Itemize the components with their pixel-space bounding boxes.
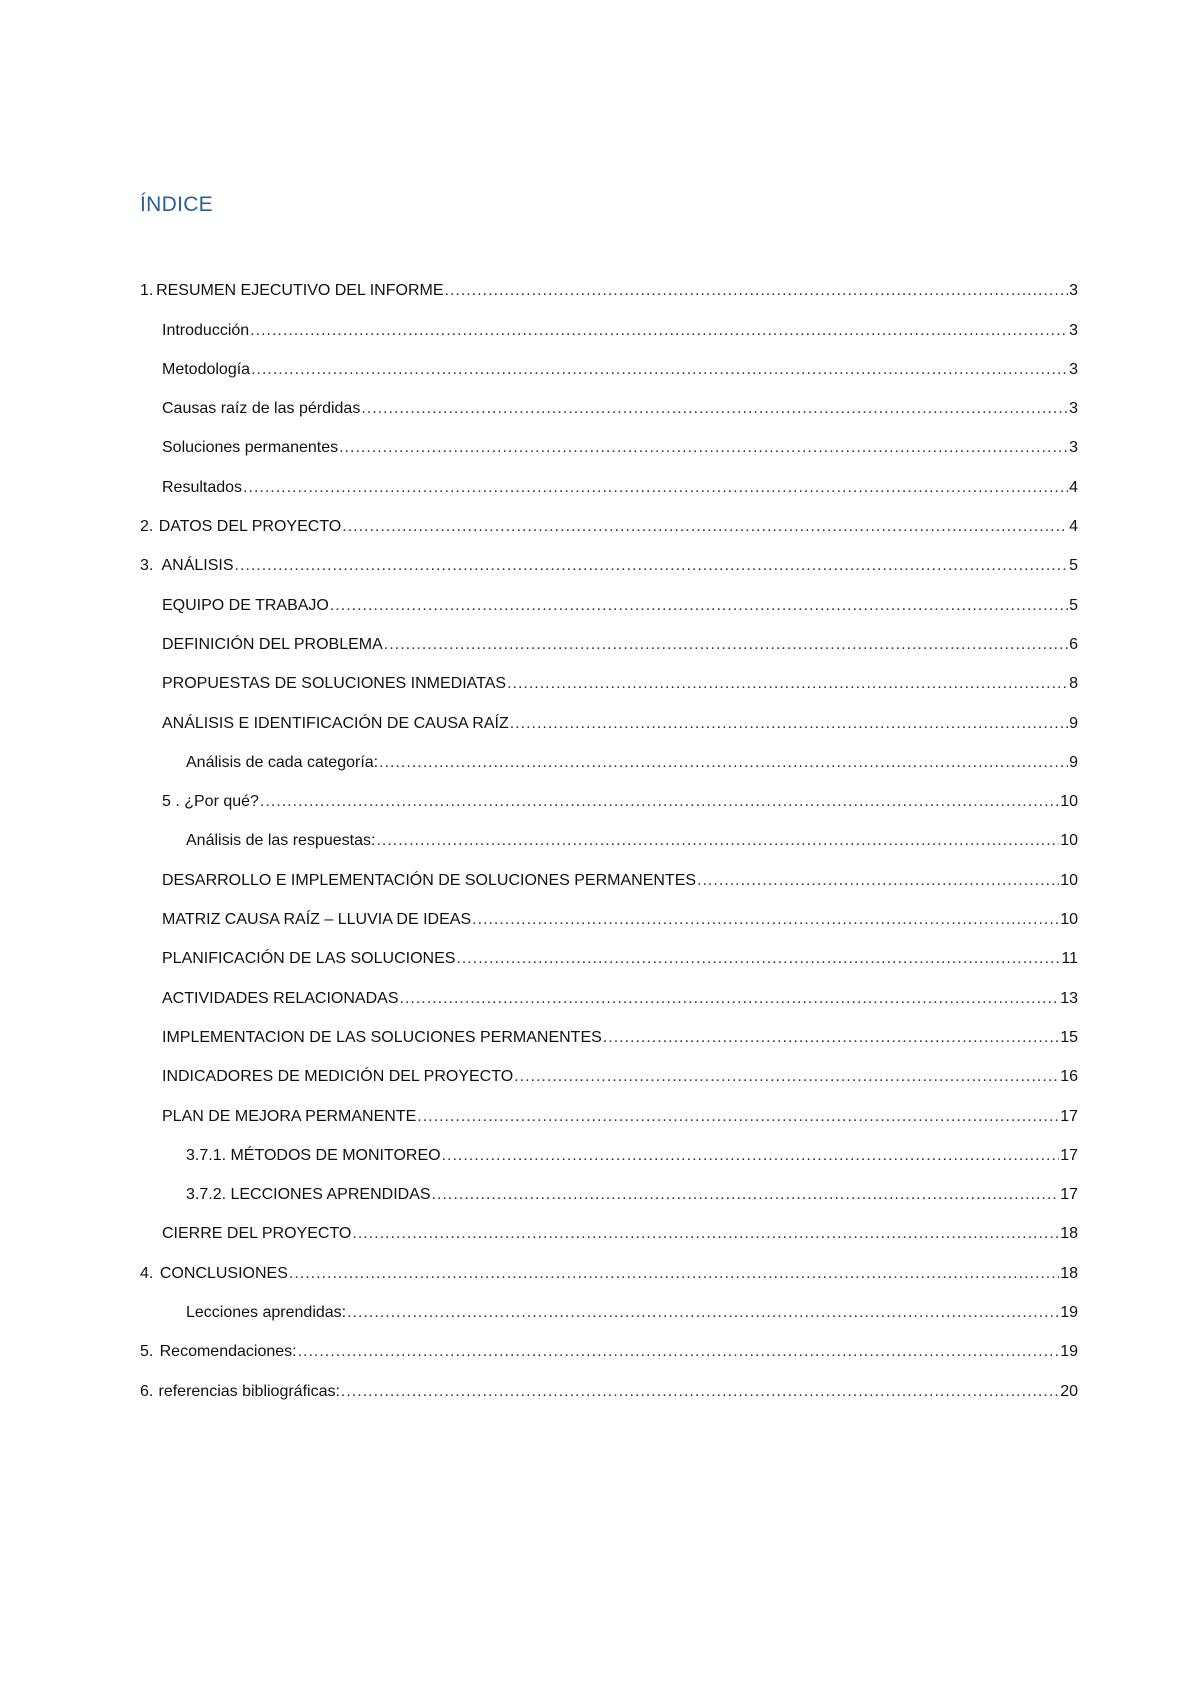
toc-entry[interactable] — [140, 262, 1078, 301]
toc-entry[interactable] — [140, 616, 1078, 655]
toc-entry[interactable] — [140, 734, 1078, 773]
toc-entry-label[interactable]: PLAN DE MEJORA PERMANENTE — [162, 1107, 417, 1125]
toc-entry[interactable] — [140, 301, 1078, 340]
toc-entry-page-number[interactable]: 3 — [1069, 439, 1078, 457]
toc-entry[interactable] — [140, 773, 1078, 812]
toc-entry-label[interactable]: IMPLEMENTACION DE LAS SOLUCIONES PERMANENTES — [162, 1028, 602, 1046]
dot-leader — [697, 871, 1059, 891]
toc-entry-label[interactable]: ANÁLISIS — [161, 557, 234, 575]
toc-entry-label[interactable]: Resultados — [162, 478, 243, 496]
toc-entry[interactable] — [140, 458, 1078, 497]
table-of-contents — [140, 262, 1078, 1402]
dot-leader — [251, 360, 1068, 380]
toc-entry-label[interactable]: RESUMEN EJECUTIVO DEL INFORME — [156, 282, 444, 300]
toc-entry-page-number[interactable]: 9 — [1069, 714, 1078, 732]
toc-entry-label[interactable]: Introducción — [162, 321, 250, 339]
dot-leader — [456, 949, 1060, 969]
toc-entry[interactable] — [140, 1244, 1078, 1283]
toc-entry-label[interactable]: INDICADORES DE MEDICIÓN DEL PROYECTO — [162, 1068, 514, 1086]
toc-entry-page-number[interactable]: 4 — [1069, 478, 1078, 496]
dot-leader — [472, 910, 1059, 930]
toc-entry[interactable] — [140, 498, 1078, 537]
toc-entry-label[interactable]: EQUIPO DE TRABAJO — [162, 596, 329, 614]
toc-entry-page-number[interactable]: 3 — [1069, 321, 1078, 339]
toc-entry-page-number[interactable]: 15 — [1060, 1028, 1078, 1046]
dot-leader — [384, 635, 1068, 655]
toc-entry-page-number[interactable]: 6 — [1069, 635, 1078, 653]
toc-entry[interactable] — [140, 655, 1078, 694]
toc-title: ÍNDICE — [140, 193, 213, 216]
toc-entry[interactable] — [140, 812, 1078, 851]
toc-entry-label[interactable]: ACTIVIDADES RELACIONADAS — [162, 989, 399, 1007]
toc-entry-label[interactable]: DATOS DEL PROYECTO — [158, 518, 342, 536]
dot-leader — [298, 1342, 1060, 1362]
toc-entry-number: 4. — [140, 1264, 154, 1282]
dot-leader — [445, 281, 1069, 301]
toc-entry-label[interactable]: Lecciones aprendidas: — [186, 1304, 347, 1322]
toc-entry[interactable] — [140, 341, 1078, 380]
toc-entry-number: 5. — [140, 1343, 154, 1361]
toc-entry-page-number[interactable]: 18 — [1060, 1264, 1078, 1282]
toc-entry-label[interactable]: MATRIZ CAUSA RAÍZ – LLUVIA DE IDEAS — [162, 911, 472, 929]
dot-leader — [514, 1067, 1059, 1087]
toc-entry-page-number[interactable]: 19 — [1060, 1343, 1078, 1361]
toc-entry-number: 2. — [140, 518, 154, 536]
toc-entry-page-number[interactable]: 17 — [1060, 1186, 1078, 1204]
toc-entry-label[interactable]: 5 . ¿Por qué? — [162, 793, 259, 811]
toc-entry-label[interactable]: CONCLUSIONES — [159, 1264, 288, 1282]
toc-entry-number: 6. — [140, 1382, 154, 1400]
dot-leader — [400, 989, 1060, 1009]
toc-entry-page-number[interactable]: 5 — [1069, 596, 1078, 614]
toc-entry-label[interactable]: DEFINICIÓN DEL PROBLEMA — [162, 635, 383, 653]
toc-entry-label[interactable]: ANÁLISIS E IDENTIFICACIÓN DE CAUSA RAÍZ — [162, 714, 509, 732]
toc-entry[interactable] — [140, 1205, 1078, 1244]
toc-entry-page-number[interactable]: 11 — [1061, 950, 1078, 968]
toc-entry-page-number[interactable]: 18 — [1060, 1225, 1078, 1243]
dot-leader — [330, 596, 1068, 616]
toc-entry-label[interactable]: Análisis de las respuestas: — [186, 832, 376, 850]
dot-leader — [361, 399, 1068, 419]
toc-entry[interactable] — [140, 1362, 1078, 1401]
toc-entry[interactable] — [140, 1166, 1078, 1205]
toc-entry[interactable] — [140, 851, 1078, 890]
dot-leader — [342, 517, 1068, 537]
toc-entry[interactable] — [140, 1087, 1078, 1126]
toc-entry-page-number[interactable]: 10 — [1060, 871, 1078, 889]
dot-leader — [339, 438, 1068, 458]
dot-leader — [379, 753, 1068, 773]
dot-leader — [289, 1264, 1059, 1284]
toc-entry[interactable] — [140, 930, 1078, 969]
toc-entry-label[interactable]: 3.7.1. MÉTODOS DE MONITOREO — [186, 1146, 441, 1164]
toc-entry-page-number[interactable]: 3 — [1069, 282, 1078, 300]
dot-leader — [235, 556, 1069, 576]
toc-entry-page-number[interactable]: 10 — [1060, 832, 1078, 850]
toc-entry-page-number[interactable]: 10 — [1060, 793, 1078, 811]
dot-leader — [603, 1028, 1059, 1048]
toc-entry-page-number[interactable]: 17 — [1060, 1146, 1078, 1164]
dot-leader — [442, 1146, 1060, 1166]
toc-entry-number: 3. — [140, 557, 154, 575]
dot-leader — [260, 792, 1059, 812]
toc-entry-label[interactable]: referencias bibliográficas: — [158, 1382, 340, 1400]
toc-entry[interactable] — [140, 1048, 1078, 1087]
toc-entry[interactable] — [140, 891, 1078, 930]
toc-entry-page-number[interactable]: 9 — [1069, 753, 1078, 771]
toc-entry[interactable] — [140, 1284, 1078, 1323]
toc-entry[interactable] — [140, 1127, 1078, 1166]
dot-leader — [341, 1382, 1059, 1402]
toc-entry[interactable] — [140, 380, 1078, 419]
toc-entry-page-number[interactable]: 5 — [1069, 557, 1078, 575]
toc-entry[interactable] — [140, 537, 1078, 576]
dot-leader — [432, 1185, 1060, 1205]
toc-entry[interactable] — [140, 419, 1078, 458]
dot-leader — [376, 831, 1059, 851]
dot-leader — [507, 674, 1068, 694]
toc-entry-label[interactable]: 3.7.2. LECCIONES APRENDIDAS — [186, 1186, 431, 1204]
toc-entry-page-number[interactable]: 19 — [1060, 1304, 1078, 1322]
toc-entry-label[interactable]: Metodología — [162, 360, 251, 378]
toc-entry-page-number[interactable]: 8 — [1069, 675, 1078, 693]
toc-entry-label[interactable]: PLANIFICACIÓN DE LAS SOLUCIONES — [162, 950, 456, 968]
dot-leader — [347, 1303, 1059, 1323]
toc-entry[interactable] — [140, 1009, 1078, 1048]
toc-entry-page-number[interactable]: 3 — [1069, 360, 1078, 378]
toc-entry-page-number[interactable]: 10 — [1060, 911, 1078, 929]
toc-entry-label[interactable]: Soluciones permanentes — [162, 439, 339, 457]
toc-entry-page-number[interactable]: 20 — [1060, 1382, 1078, 1400]
toc-entry-label[interactable]: Causas raíz de las pérdidas — [162, 400, 361, 418]
dot-leader — [417, 1107, 1059, 1127]
toc-entry-label[interactable]: Recomendaciones: — [159, 1343, 297, 1361]
dot-leader — [243, 478, 1068, 498]
toc-entry[interactable] — [140, 1323, 1078, 1362]
toc-entry-page-number[interactable]: 16 — [1060, 1068, 1078, 1086]
toc-entry-page-number[interactable]: 17 — [1060, 1107, 1078, 1125]
dot-leader — [352, 1224, 1059, 1244]
toc-entry[interactable] — [140, 969, 1078, 1008]
toc-entry-number: 1. — [140, 282, 154, 300]
toc-entry-label[interactable]: DESARROLLO E IMPLEMENTACIÓN DE SOLUCIONES PERMANENTES — [162, 871, 697, 889]
dot-leader — [510, 714, 1068, 734]
toc-entry-label[interactable]: Análisis de cada categoría: — [186, 753, 379, 771]
toc-entry-label[interactable]: PROPUESTAS DE SOLUCIONES INMEDIATAS — [162, 675, 507, 693]
toc-entry[interactable] — [140, 694, 1078, 733]
toc-entry-page-number[interactable]: 3 — [1069, 400, 1078, 418]
toc-entry-label[interactable]: CIERRE DEL PROYECTO — [162, 1225, 352, 1243]
toc-entry-page-number[interactable]: 4 — [1069, 518, 1078, 536]
toc-entry-page-number[interactable]: 13 — [1060, 989, 1078, 1007]
dot-leader — [250, 321, 1068, 341]
toc-entry[interactable] — [140, 576, 1078, 615]
